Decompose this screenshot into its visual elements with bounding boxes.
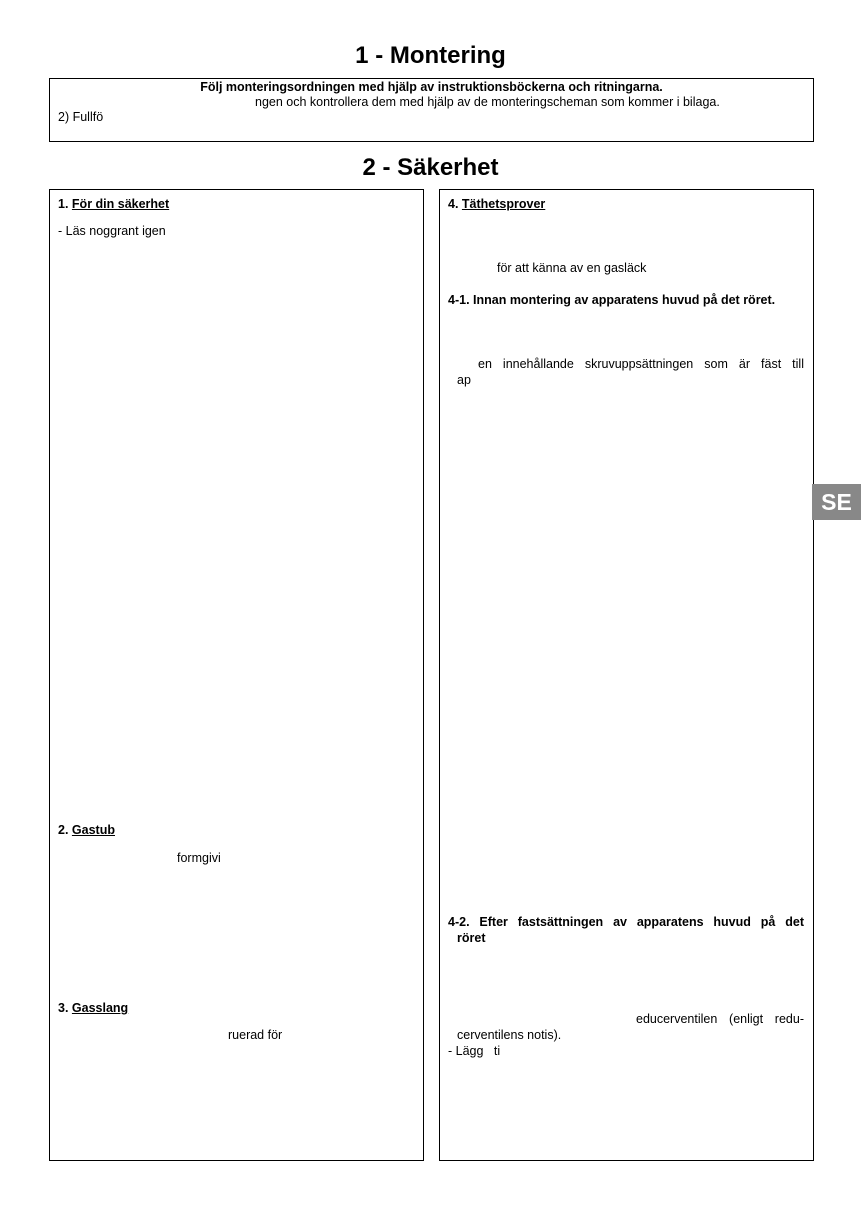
subsection-2-text: formgivi (177, 851, 221, 865)
subsection-4-2-title-line-2: röret (457, 931, 486, 945)
subsection-1-number: 1. (58, 197, 69, 211)
left-column (49, 189, 424, 1161)
section-2-heading: 2 - Säkerhet (362, 154, 499, 181)
subsection-4-2-text-1: educerventilen (enligt redu- (636, 1012, 804, 1026)
section-1-box (49, 78, 814, 142)
subsection-3-text: ruerad för (228, 1028, 283, 1042)
subsection-4-2-text-3: - Lägg ti (448, 1044, 501, 1058)
subsection-4-number: 4. (448, 197, 459, 211)
subsection-1-heading (58, 196, 169, 212)
subsection-4-text: för att känna av en gasläck (497, 261, 647, 275)
subsection-3-title: Gasslang (71, 1001, 129, 1015)
subsection-4-2-title-line-1: 4-2. Efter fastsättningen av apparatens huvud på det (448, 915, 804, 929)
subsection-4-1-line-2: ap (457, 373, 471, 387)
subsection-2-title: Gastub (71, 823, 115, 837)
subsection-4-2-text-2: cerventilens notis). (457, 1028, 562, 1042)
right-column (439, 189, 814, 1161)
subsection-2-number: 2. (58, 823, 69, 837)
language-tab: SE (812, 484, 861, 520)
subsection-4-heading (448, 196, 545, 212)
subsection-3-heading (58, 1000, 128, 1016)
subsection-4-1-title: 4-1. Innan montering av apparatens huvud på det röret. (448, 293, 776, 307)
subsection-3-number: 3. (58, 1001, 69, 1015)
subsection-1-text: - Läs noggrant igen (58, 224, 166, 238)
section-1-heading: 1 - Montering (355, 42, 506, 69)
subsection-4-title: Täthetsprover (461, 197, 546, 211)
subsection-1-title: För din säkerhet (71, 197, 170, 211)
subsection-2-heading (58, 822, 115, 838)
section-1-instruction: Följ monteringsordningen med hjälp av instruktionsböckerna och ritningarna. (200, 80, 663, 94)
section-1-line-3: 2) Fullfö (58, 110, 104, 124)
subsection-4-1-line-1: en innehållande skruvuppsättningen som är fäst till (478, 357, 804, 371)
section-1-line-2: ngen och kontrollera dem med hjälp av de monteringscheman som kommer i bilaga. (255, 95, 720, 109)
